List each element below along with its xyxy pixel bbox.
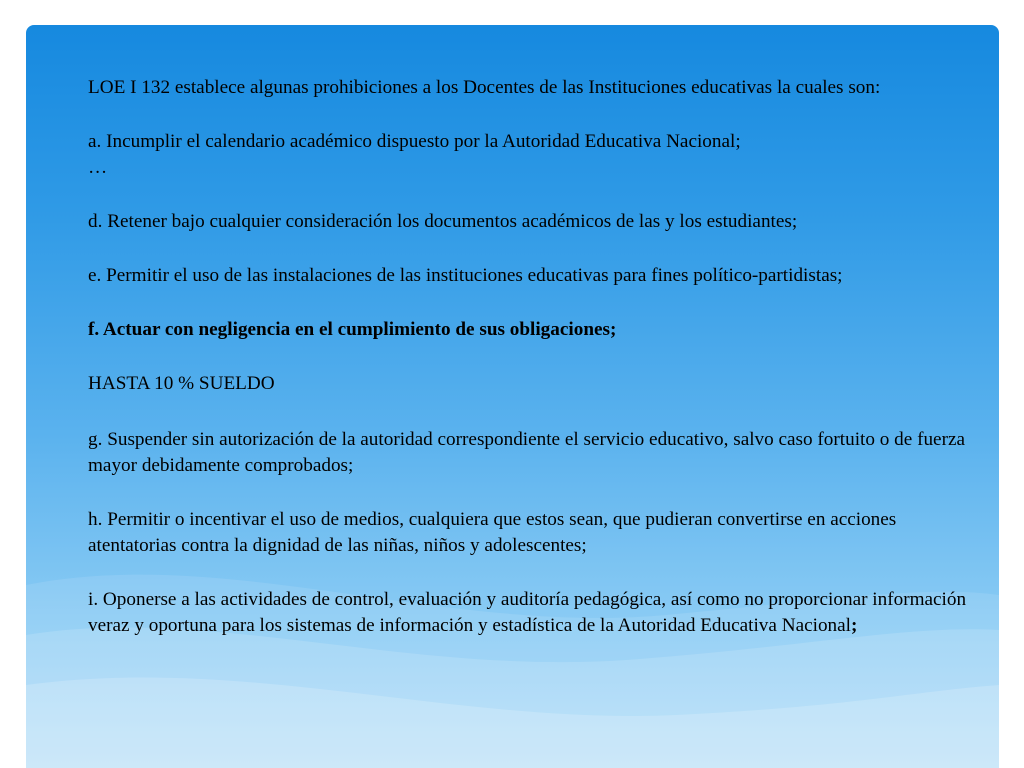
item-i-end: ; [850,615,858,636]
item-d-text: d. Retener bajo cualquier consideración los documentos académicos de las y los estudiantes; [88,211,798,232]
penalty-text: HASTA 10 % SUELDO [88,373,275,394]
item-f-text: f. Actuar con negligencia en el cumplimiento de sus obligaciones; [88,319,617,340]
item-a-text: a. Incumplir el calendario académico dispuesto por la Autoridad Educativa Nacional; [88,131,741,152]
slide-background [26,25,999,768]
item-i-text [88,587,968,639]
slide-text-body [88,75,968,639]
item-h-text: h. Permitir o incentivar el uso de medios, cualquiera que estos sean, que pudieran convertirse en acciones atentatorias contra la dignidad de las niñas, niños y adolescentes; [88,509,897,556]
intro-text: LOE I 132 establece algunas prohibiciones a los Docentes de las Instituciones educativas la cuales son: [88,77,881,98]
item-i-body: i. Oponerse a las actividades de control, evaluación y auditoría pedagógica, así como no proporcionar información veraz y oportuna para los sistemas de información y estadística de la Autoridad Educativa Nacional [88,589,967,636]
item-e-text: e. Permitir el uso de las instalaciones de las instituciones educativas para fines político-partidistas; [88,265,843,286]
item-g-text: g. Suspender sin autorización de la autoridad correspondiente el servicio educativo, salvo caso fortuito o de fuerza mayor debidamente comprobados; [88,429,965,476]
ellipsis-text: … [88,157,108,178]
